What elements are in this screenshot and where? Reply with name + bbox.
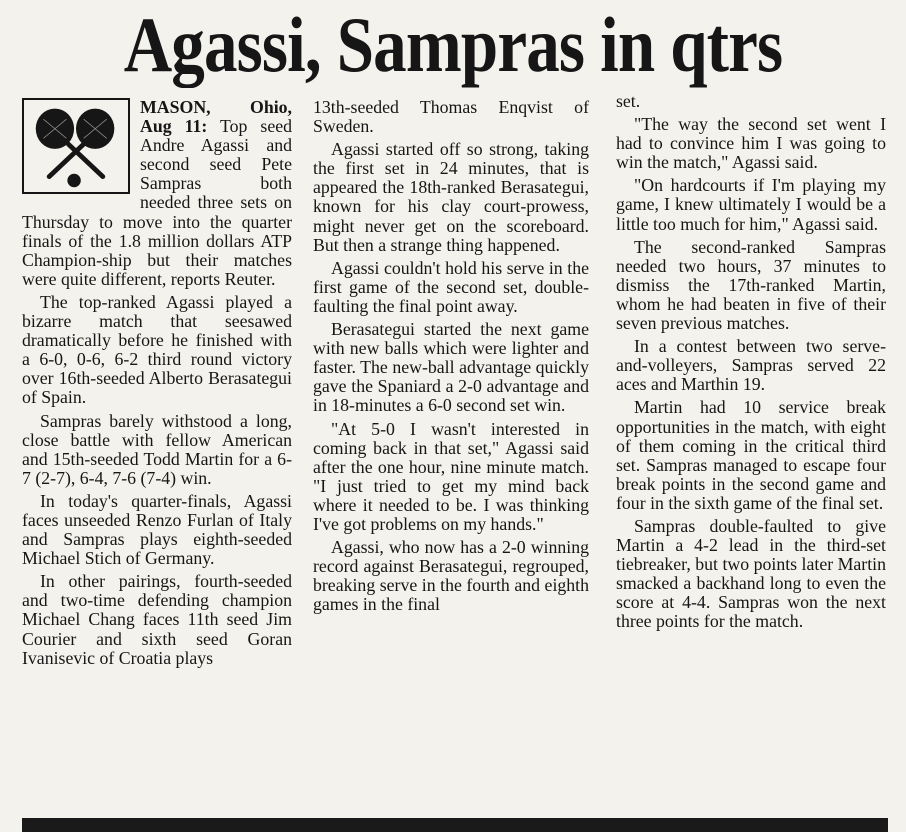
- article-paragraph: "The way the second set went I had to convince him I was going to win the match," Agassi said.: [616, 114, 886, 173]
- article-paragraph: set.: [616, 91, 641, 111]
- article-paragraph: Sampras barely withstood a long, close battle with fellow American and 15th-seeded Todd Martin for a 6-7 (2-7), 6-4, 7-6 (7-4) win.: [22, 410, 292, 488]
- headline: Agassi, Sampras in qtrs: [123, 1, 783, 88]
- article-paragraph: "On hardcourts if I'm playing my game, I knew ultimately I would be a little too much for him," Agassi said.: [616, 175, 886, 234]
- article-paragraph: Berasategui started the next game with new balls which were lighter and faster. The new-ball advantage quickly gave the Spaniard a 2-0 advantage and in 18-minutes a 6-0 second set win.: [313, 319, 589, 416]
- article-paragraph: In other pairings, fourth-seeded and two-time defending champion Michael Chang faces 11th seed Jim Courier and sixth seed Goran Ivanisevic of Croatia plays: [22, 571, 292, 668]
- article-paragraph: The top-ranked Agassi played a bizarre match that seesawed dramatically before he finished with a 6-0, 0-6, 6-2 third round victory over 16th-seeded Alberto Berasategui of Spain.: [22, 291, 292, 408]
- article-paragraph: MASON, Ohio, Aug 11: Top seed Andre Agassi and second seed Pete Sampras both needed three sets on Thursday to move into the quarter finals of the 1.8 million dollars ATP Champion-ship but their matches were quite different, reports Reuter.: [22, 97, 292, 289]
- article-paragraph: 13th-seeded Thomas Enqvist of Sweden.: [313, 97, 589, 137]
- column-2: [313, 98, 589, 618]
- article-paragraph: "At 5-0 I wasn't interested in coming back in that set," Agassi said after the one hour, nine minute match. "I just tried to get my mind back where it needed to be. I was thinking I've got problems on my hands.": [313, 418, 589, 534]
- article-paragraph: Martin had 10 service break opportunities in the match, with eight of them coming in the critical third set. Sampras managed to escape four break points in the second game and four in the sixth game of the final set.: [616, 397, 886, 513]
- article-paragraph: Agassi, who now has a 2-0 winning record against Berasategui, regrouped, breaking serve in the fourth and eighth games in the final: [313, 537, 589, 615]
- article-paragraph: In a contest between two serve-and-volleyers, Sampras served 22 aces and Marthin 19.: [616, 336, 886, 395]
- article-paragraph: In today's quarter-finals, Agassi faces unseeded Renzo Furlan of Italy and Sampras plays eighth-seeded Michael Stich of Germany.: [22, 490, 292, 569]
- tennis-rackets-icon: [22, 98, 130, 194]
- article-paragraph: The second-ranked Sampras needed two hours, 37 minutes to dismiss the 17th-ranked Martin, whom he had beaten in five of their seven previous matches.: [616, 236, 886, 334]
- column-3: [616, 92, 886, 636]
- bottom-rule: [22, 818, 888, 832]
- dateline: MASON, Ohio, Aug 11:: [140, 97, 292, 137]
- article-paragraph: Agassi started off so strong, taking the first set in 24 minutes, that is appeared the 18th-ranked Berasategui, known for his clay court-prowess, might never get on the scoreboard. But then a strange thing happened.: [313, 139, 589, 255]
- article-paragraph: Sampras double-faulted to give Martin a 4-2 lead in the third-set tiebreaker, but two points later Martin smacked a backhand long to even the score at 4-4. Sampras won the next three points for the match.: [616, 515, 886, 632]
- column-1: [22, 98, 292, 672]
- article-paragraph: Agassi couldn't hold his serve in the first game of the second set, double-faulting the final point away.: [313, 257, 589, 316]
